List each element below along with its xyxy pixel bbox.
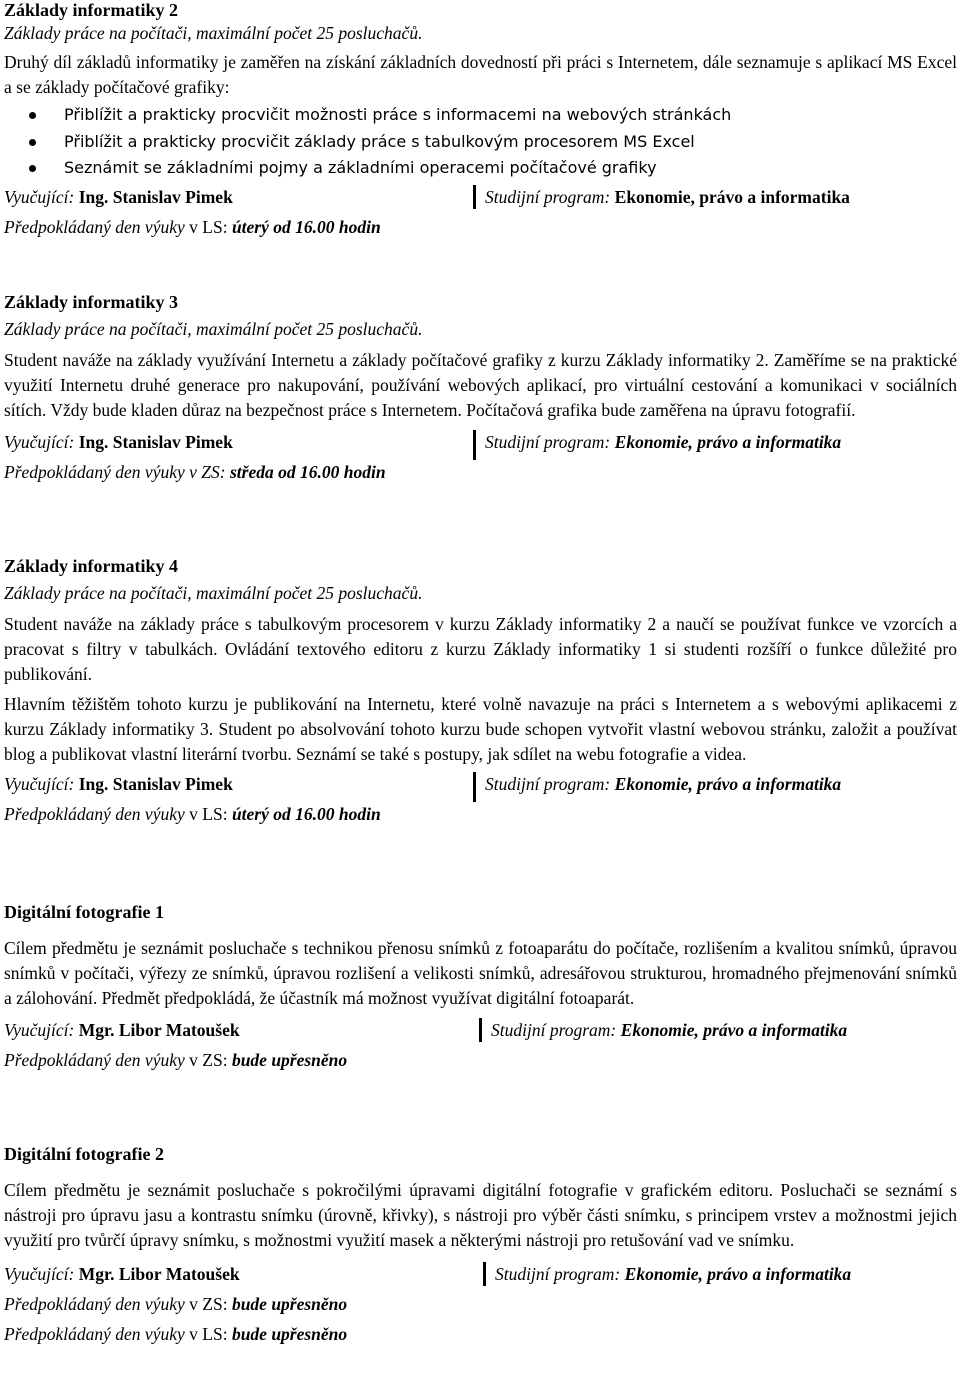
list-item — [4, 155, 957, 182]
bullet-icon — [29, 139, 36, 146]
schedule-line — [4, 212, 957, 242]
separator-bar — [483, 1262, 486, 1286]
teacher-name: Mgr. Libor Matoušek — [78, 1264, 240, 1284]
program-name: Ekonomie, právo a informatika — [614, 774, 842, 794]
schedule-value: úterý od 16.00 hodin — [231, 804, 381, 824]
program-name: Ekonomie, právo a informatika — [614, 432, 842, 452]
schedule-value: bude upřesněno — [231, 1294, 348, 1314]
course-goals-list — [4, 102, 957, 182]
course-description: Student naváže na základy práce s tabulkovým procesorem v kurzu Základy informatiky 2 a naučí se používat funkce ve vzorcích a pracovat s filtry v tabulkách. Ovládání textového editoru z kurzu Základy informatiky 1 si studenti rozšíří o funkce důležité pro publikování. — [4, 614, 957, 684]
course-title: Základy informatiky 4 — [4, 556, 179, 576]
teacher-name: Mgr. Libor Matoušek — [78, 1020, 240, 1040]
program-label: Studijní program: — [491, 1020, 617, 1040]
separator-bar — [479, 1018, 482, 1042]
schedule-term: v LS: — [189, 1324, 228, 1344]
course-subtitle: Základy práce na počítači, maximální počet 25 posluchačů. — [4, 23, 423, 43]
teacher-label: Vyučující: — [4, 1020, 75, 1040]
schedule-term: v LS: — [189, 216, 228, 237]
list-item — [4, 129, 957, 156]
course-zaklady-informatiky-4 — [4, 554, 957, 829]
separator-bar — [473, 772, 476, 802]
schedule-line — [4, 1289, 957, 1319]
program-label: Studijní program: — [485, 774, 611, 794]
separator-bar — [473, 185, 476, 209]
program-label: Studijní program: — [495, 1264, 621, 1284]
schedule-term: v ZS: — [189, 1050, 228, 1070]
program-label: Studijní program: — [485, 186, 611, 207]
teacher-label: Vyučující: — [4, 774, 75, 794]
schedule-label: Předpokládaný den výuky — [4, 216, 185, 237]
bullet-icon — [29, 112, 36, 119]
course-meta-row — [4, 182, 957, 212]
program-name: Ekonomie, právo a informatika — [620, 1020, 848, 1040]
schedule-value: bude upřesněno — [231, 1050, 348, 1070]
course-title: Základy informatiky 3 — [4, 292, 179, 312]
teacher-label: Vyučující: — [4, 1264, 75, 1284]
schedule-label: Předpokládaný den výuky v ZS: — [4, 462, 226, 482]
course-description: Cílem předmětu je seznámit posluchače s pokročilými úpravami digitální fotografie v grafickém editoru. Posluchači se seznámí s nástroji pro úpravu jasu a kontrastu snímku (úrovně, křivky), s nástroji pro výběr části snímku, s principem vrstev a možnostmi jejich využití pro tvůrčí úpravy snímku, s možnostmi využití masek a některými nástroji pro retušování vad ve snímku. — [4, 1180, 957, 1250]
teacher-name: Ing. Stanislav Pimek — [78, 774, 233, 794]
schedule-line — [4, 1319, 957, 1349]
teacher-name: Ing. Stanislav Pimek — [78, 186, 233, 207]
teacher-label: Vyučující: — [4, 432, 75, 452]
course-description: Druhý díl základů informatiky je zaměřen na získání základních dovedností při práci s Internetem, dále seznamuje s aplikací MS Excel a se základy počítačové grafiky: — [4, 52, 957, 97]
course-title: Digitální fotografie 2 — [4, 1144, 164, 1164]
schedule-line — [4, 799, 957, 829]
course-digitalni-fotografie-2 — [4, 1142, 957, 1349]
program-label: Studijní program: — [485, 432, 611, 452]
schedule-term: v ZS: — [189, 1294, 228, 1314]
bullet-icon — [29, 165, 36, 172]
list-item-text: Seznámit se základními pojmy a základními operacemi počítačové grafiky — [64, 158, 657, 177]
list-item-text: Přiblížit a prakticky procvičit možnosti práce s informacemi na webových stránkách — [64, 105, 732, 124]
schedule-label: Předpokládaný den výuky — [4, 1050, 185, 1070]
teacher-label: Vyučující: — [4, 186, 75, 207]
course-meta-row — [4, 427, 957, 457]
course-description: Cílem předmětu je seznámit posluchače s technikou přenosu snímků z fotoaparátu do počítače, rozlišením a kvalitou snímků, úpravou snímků v počítači, výřezy ze snímků, úpravou rozlišení a velikosti snímků, adresářovou strukturou, hromadného přejmenování snímků a zálohování. Předmět předpokládá, že účastník má možnost využívat digitální fotoaparát. — [4, 938, 957, 1008]
list-item — [4, 102, 957, 129]
program-name: Ekonomie, právo a informatika — [624, 1264, 852, 1284]
course-meta-row — [4, 1015, 957, 1045]
course-description: Student naváže na základy využívání Internetu a základy počítačové grafiky z kurzu Základy informatiky 2. Zaměříme se na praktické využití Internetu druhé generace pro nakupování, používání webových aplikací, pro virtuální cestování a komunikaci v sociálních sítích. Vždy bude kladen důraz na bezpečnost práce s Internetem. Počítačová grafika bude zaměřena na úpravu fotografií. — [4, 350, 957, 420]
course-title: Digitální fotografie 1 — [4, 902, 164, 922]
schedule-value: bude upřesněno — [231, 1324, 348, 1344]
schedule-value: středa od 16.00 hodin — [229, 462, 386, 482]
teacher-name: Ing. Stanislav Pimek — [78, 432, 233, 452]
schedule-value: úterý od 16.00 hodin — [231, 216, 381, 237]
course-zaklady-informatiky-3 — [4, 290, 957, 487]
course-meta-row — [4, 769, 957, 799]
schedule-label: Předpokládaný den výuky — [4, 1324, 185, 1344]
course-description: Hlavním těžištěm tohoto kurzu je publikování na Internetu, které volně navazuje na práci s Internetem a s webovými aplikacemi z kurzu Základy informatiky 3. Student po absolvování tohoto kurzu bude schopen vytvořit vlastní webovou stránku, založit a používat blog a publikovat vlastní literární tvorbu. Seznámí se také s postupy, jak sdílet na webu fotografie a videa. — [4, 694, 957, 764]
course-meta-row — [4, 1259, 957, 1289]
list-item-text: Přiblížit a prakticky procvičit základy práce s tabulkovým procesorem MS Excel — [64, 131, 695, 151]
course-subtitle: Základy práce na počítači, maximální počet 25 posluchačů. — [4, 583, 423, 603]
course-title: Základy informatiky 2 — [4, 0, 179, 20]
schedule-label: Předpokládaný den výuky — [4, 804, 185, 824]
course-subtitle: Základy práce na počítači, maximální počet 25 posluchačů. — [4, 319, 423, 339]
course-digitalni-fotografie-1 — [4, 900, 957, 1075]
course-zaklady-informatiky-2 — [4, 0, 957, 242]
program-name: Ekonomie, právo a informatika — [614, 186, 850, 207]
separator-bar — [473, 430, 476, 460]
schedule-line — [4, 457, 957, 487]
schedule-term: v LS: — [189, 804, 228, 824]
schedule-label: Předpokládaný den výuky — [4, 1294, 185, 1314]
schedule-line — [4, 1045, 957, 1075]
